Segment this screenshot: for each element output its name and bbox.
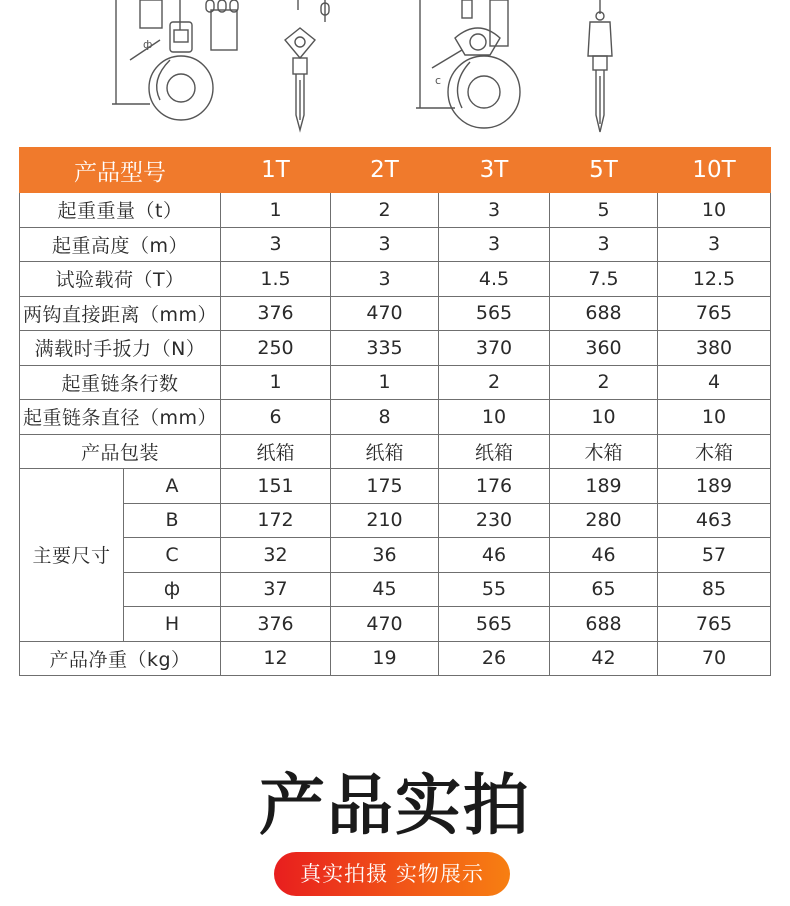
row-label: 试验载荷（T） [20,262,221,297]
table-cell: 5 [550,193,658,228]
table-cell: 370 [439,331,550,366]
table-cell: 175 [331,469,439,504]
table-header-row [20,148,771,193]
table-cell: 45 [331,572,439,607]
table-cell: 4.5 [439,262,550,297]
row-label: 起重链条直径（mm） [20,400,221,435]
row-label: 起重重量（t） [20,193,221,228]
table-cell: 46 [439,538,550,573]
table-cell: 42 [550,641,658,676]
table-cell: 木箱 [550,434,658,469]
table-row [20,469,771,504]
table-cell: 470 [331,607,439,642]
table-cell: 12 [221,641,331,676]
table-cell: 85 [658,572,771,607]
row-label: 满载时手扳力（N） [20,331,221,366]
table-cell: 纸箱 [221,434,331,469]
table-cell: 3 [550,227,658,262]
table-row [20,538,771,573]
row-label: 产品包装 [20,434,221,469]
table-cell: 3 [221,227,331,262]
table-cell: 1 [331,365,439,400]
section-title: 产品实拍 [259,767,531,844]
table-cell: 37 [221,572,331,607]
table-cell: 10 [550,400,658,435]
table-cell: 纸箱 [439,434,550,469]
table-row [20,296,771,331]
table-cell: 380 [658,331,771,366]
hoist-drawing-2 [285,0,329,130]
row-label: 起重高度（m） [20,227,221,262]
dimension-label: A [124,469,221,504]
table-row [20,434,771,469]
row-label: 起重链条行数 [20,365,221,400]
table-cell: 470 [331,296,439,331]
hoist-drawings [0,0,790,145]
header-cell-1t: 1T [221,148,331,193]
table-cell: 2 [550,365,658,400]
table-cell: 210 [331,503,439,538]
header-cell-2t: 2T [331,148,439,193]
table-cell: 376 [221,296,331,331]
table-cell: 335 [331,331,439,366]
table-cell: 57 [658,538,771,573]
table-cell: 3 [439,227,550,262]
table-row [20,262,771,297]
table-row [20,331,771,366]
table-row [20,400,771,435]
dim-c-label: c [435,74,442,87]
table-cell: 250 [221,331,331,366]
table-cell: 10 [439,400,550,435]
table-cell: 376 [221,607,331,642]
table-cell: 26 [439,641,550,676]
table-cell: 176 [439,469,550,504]
table-cell: 4 [658,365,771,400]
table-cell: 463 [658,503,771,538]
table-cell: 8 [331,400,439,435]
table-row [20,193,771,228]
table-cell: 65 [550,572,658,607]
table-row [20,503,771,538]
table-cell: 565 [439,607,550,642]
header-cell-10t: 10T [658,148,771,193]
table-cell: 10 [658,400,771,435]
table-cell: 189 [550,469,658,504]
hoist-drawing-1 [112,0,238,120]
table-cell: 189 [658,469,771,504]
table-cell: 565 [439,296,550,331]
hoist-drawing-4 [588,0,612,132]
table-cell: 2 [439,365,550,400]
row-label: 两钩直接距离（mm） [20,296,221,331]
table-row [20,641,771,676]
table-cell: 1 [221,193,331,228]
table-cell: 3 [331,262,439,297]
table-cell: 230 [439,503,550,538]
table-cell: 12.5 [658,262,771,297]
dim-phi-label: ф [143,38,153,51]
table-cell: 280 [550,503,658,538]
table-cell: 1 [221,365,331,400]
table-cell: 36 [331,538,439,573]
table-cell: 46 [550,538,658,573]
table-cell: 纸箱 [331,434,439,469]
header-cell-3t: 3T [439,148,550,193]
table-cell: 10 [658,193,771,228]
dimension-label: C [124,538,221,573]
dimension-label: ф [124,572,221,607]
spec-table [19,147,771,676]
table-cell: 765 [658,607,771,642]
table-cell: 1.5 [221,262,331,297]
table-cell: 7.5 [550,262,658,297]
table-cell: 32 [221,538,331,573]
dimension-label: B [124,503,221,538]
photo-showcase-pill: 真实拍摄 实物展示 [274,852,510,896]
table-cell: 6 [221,400,331,435]
table-cell: 688 [550,607,658,642]
table-cell: 360 [550,331,658,366]
table-cell: 3 [658,227,771,262]
table-cell: 3 [331,227,439,262]
header-cell-5t: 5T [550,148,658,193]
table-cell: 木箱 [658,434,771,469]
dimension-group-label: 主要尺寸 [20,469,124,642]
table-cell: 3 [439,193,550,228]
hoist-drawing-3 [416,0,520,128]
table-row [20,227,771,262]
table-cell: 70 [658,641,771,676]
dimension-label: H [124,607,221,642]
table-cell: 2 [331,193,439,228]
table-row [20,572,771,607]
table-row [20,365,771,400]
table-cell: 151 [221,469,331,504]
table-cell: 765 [658,296,771,331]
table-cell: 19 [331,641,439,676]
table-cell: 172 [221,503,331,538]
table-cell: 688 [550,296,658,331]
table-row [20,607,771,642]
table-cell: 55 [439,572,550,607]
header-cell-model: 产品型号 [20,148,221,193]
weight-label: 产品净重（kg） [20,641,221,676]
